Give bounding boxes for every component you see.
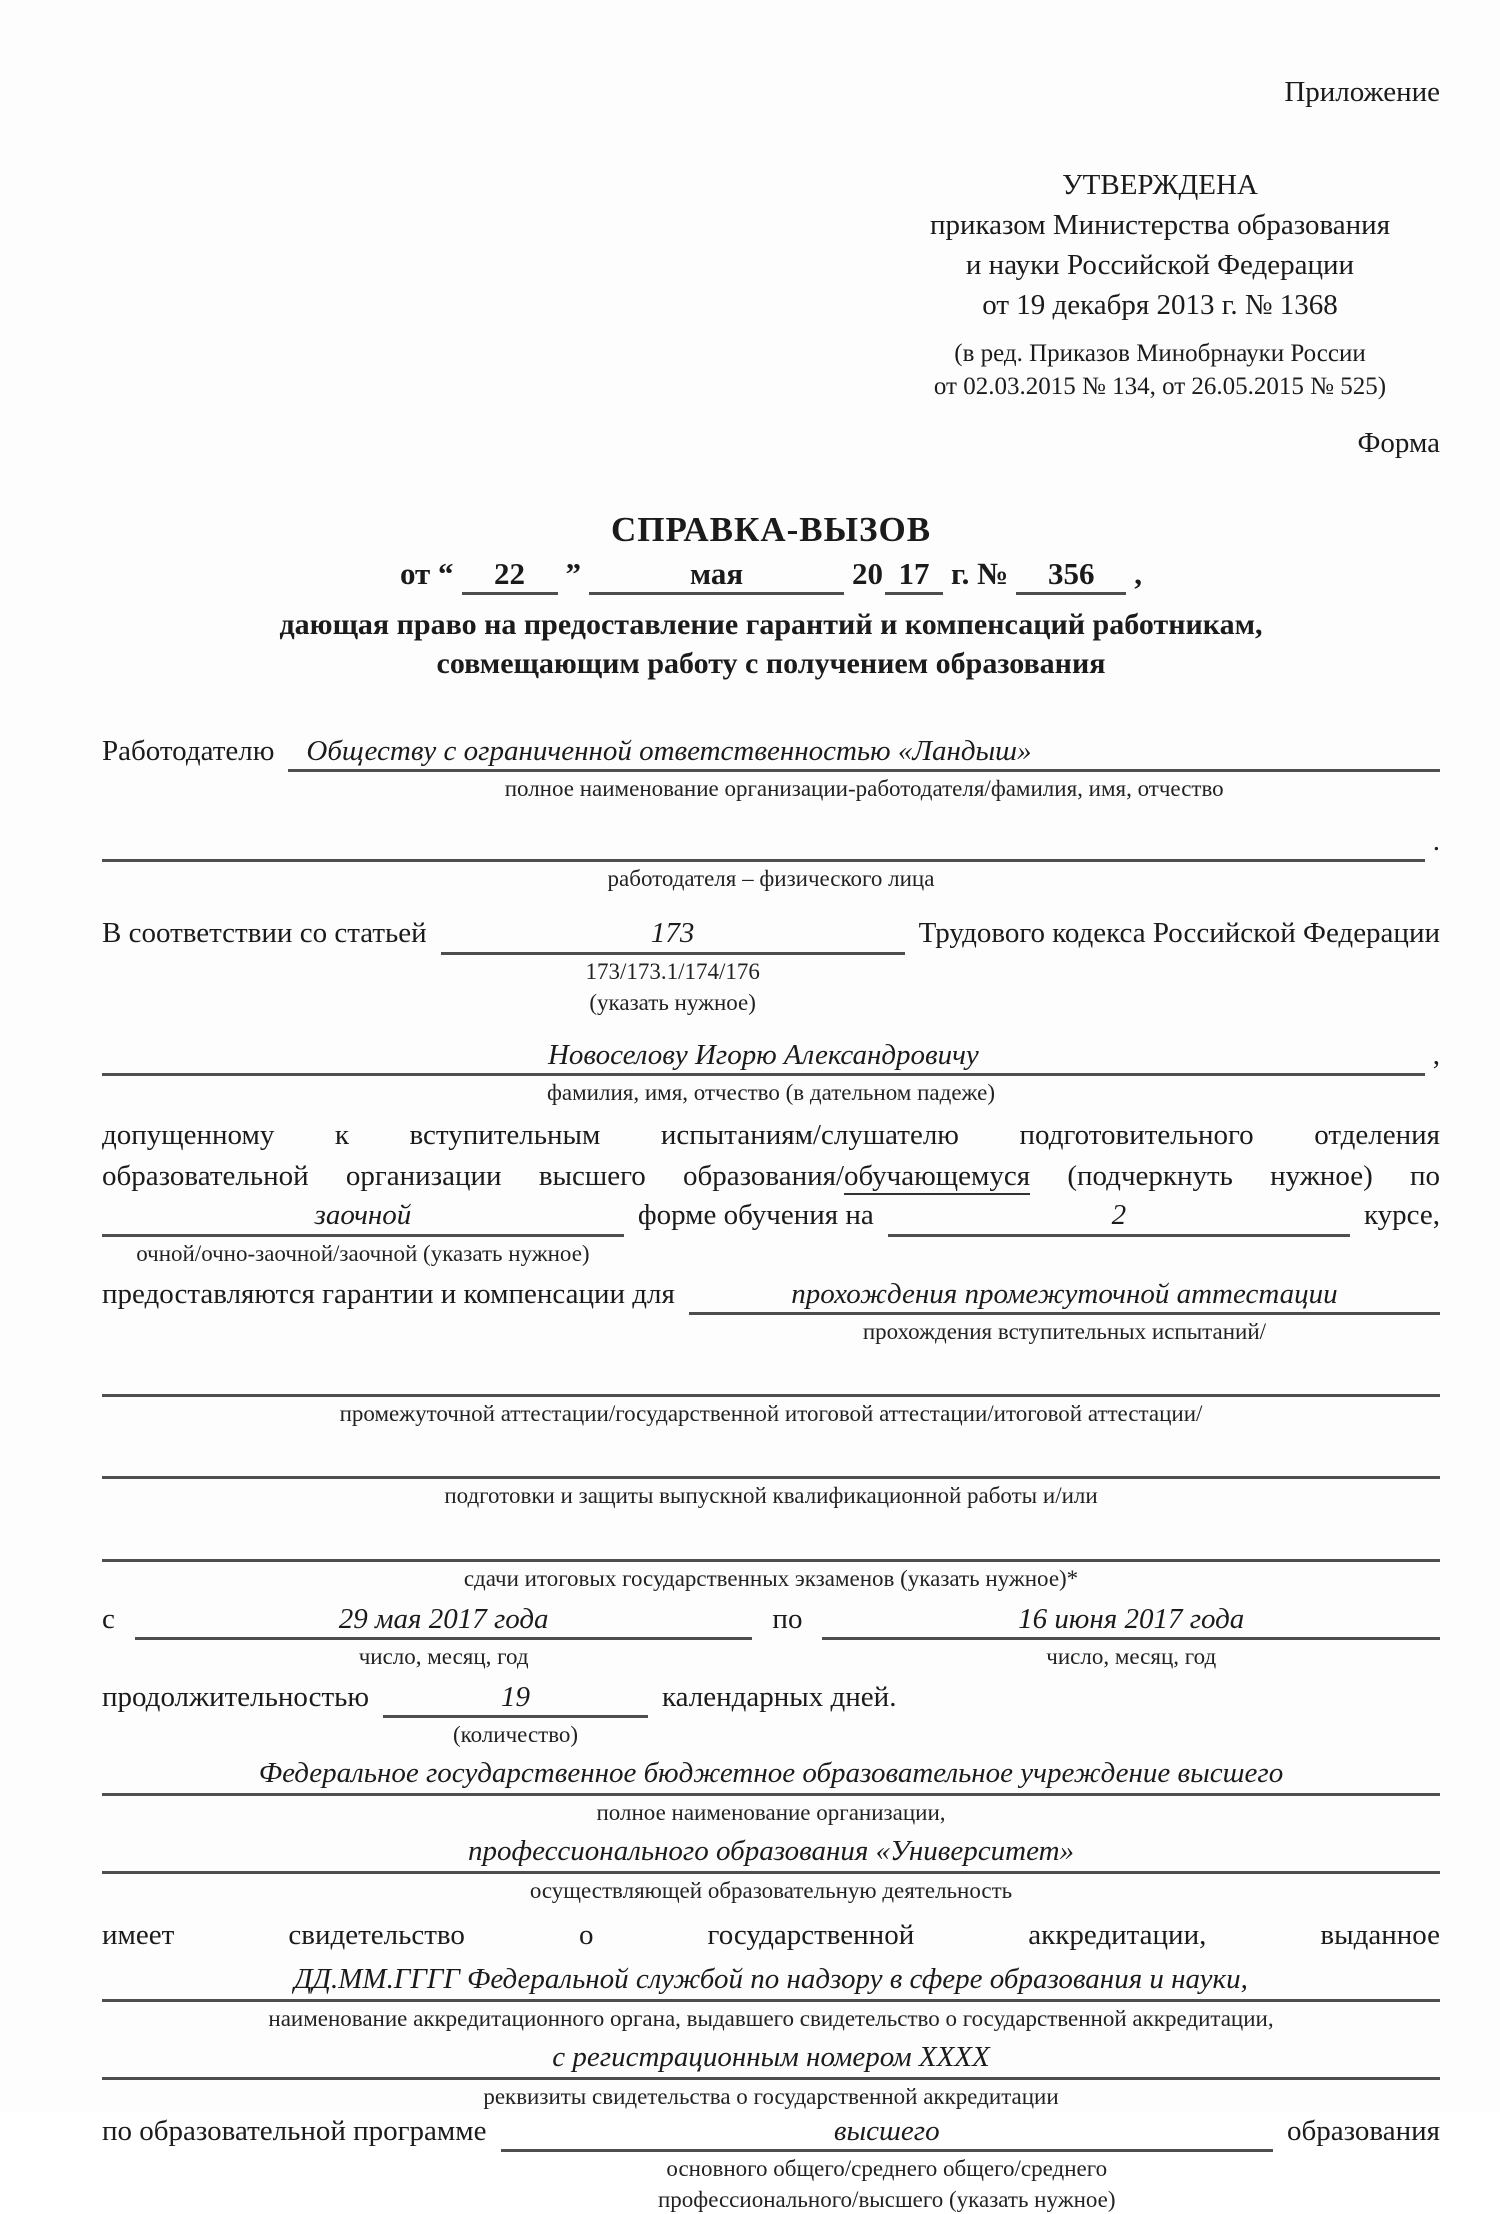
- study-form-field: [102, 1197, 624, 1236]
- admission-line2-pre: образовательной организации высшего образования/: [102, 1160, 845, 1193]
- amendment-line: (в ред. Приказов Минобрнауки России: [954, 340, 1366, 368]
- article-row: [102, 915, 1440, 1016]
- guarantees-row: [102, 1276, 1440, 1346]
- date-comma: ,: [1134, 556, 1143, 592]
- employee-name-comma: ,: [1432, 1038, 1440, 1071]
- organization-line-1: [102, 1755, 1440, 1796]
- period-from-label: с: [102, 1602, 115, 1635]
- period-row: [102, 1601, 1440, 1671]
- period-to-value: 16 июня 2017 года: [1018, 1602, 1245, 1635]
- document-subtitle: [102, 605, 1440, 683]
- organization-value-2: профессионального образования «Университет»: [467, 1835, 1075, 1868]
- employer-individual-field: [102, 823, 1425, 862]
- duration-suffix: календарных дней.: [662, 1681, 897, 1714]
- duration-label: продолжительностью: [102, 1681, 370, 1714]
- subtitle-line-1: дающая право на предоставление гарантий и компенсаций работникам,: [279, 607, 1263, 641]
- approval-line: приказом Министерства образования: [929, 209, 1391, 242]
- period-from-caption: число, месяц, год: [358, 1644, 529, 1670]
- accreditation-issuer-value: ДД.ММ.ГГГГ Федеральной службой по надзору в сфере образования и науки,: [294, 1963, 1248, 1996]
- number-field: 356: [1016, 556, 1126, 595]
- qualification-field: [102, 1440, 1440, 1479]
- year-field: 17: [885, 556, 943, 595]
- article-suffix: Трудового кодекса Российской Федерации: [918, 917, 1440, 950]
- employee-name-caption: фамилия, имя, отчество (в дательном падеже): [547, 1079, 995, 1105]
- duration-value: 19: [501, 1681, 531, 1714]
- state-exams-blank-row: [102, 1522, 1440, 1592]
- period-to-caption: число, месяц, год: [1046, 1644, 1217, 1670]
- article-options-caption: 173/173.1/174/176: [585, 958, 760, 984]
- guarantees-caption: прохождения вступительных испытаний/: [862, 1318, 1267, 1344]
- duration-field: [383, 1679, 648, 1718]
- study-form-caption: очной/очно-заочной/заочной (указать нужное): [136, 1240, 590, 1266]
- program-caption-2: профессионального/высшего (указать нужное): [657, 2187, 1116, 2213]
- approval-line: и науки Российской Федерации: [965, 249, 1355, 282]
- date-prefix: от “: [399, 556, 454, 592]
- employer-label: Работодателю: [102, 734, 275, 767]
- article-note-caption: (указать нужное): [589, 989, 756, 1015]
- employer-individual-caption: работодателя – физического лица: [607, 866, 935, 892]
- organization-caption-2: осуществляющей образовательную деятельность: [529, 1877, 1013, 1903]
- guarantees-field: [689, 1276, 1440, 1315]
- study-form-suffix: курсе,: [1363, 1199, 1440, 1232]
- period-to-field: [822, 1601, 1440, 1640]
- approval-line: от 19 декабря 2013 г. № 1368: [982, 289, 1338, 322]
- employer-caption: полное наименование организации-работодателя/фамилия, имя, отчество: [504, 775, 1224, 801]
- g-no-label: г. №: [951, 556, 1009, 592]
- date-line: [102, 556, 1440, 595]
- program-suffix: образования: [1287, 2114, 1440, 2147]
- study-form-value: заочной: [314, 1199, 412, 1232]
- approval-line: УТВЕРЖДЕНА: [1062, 169, 1258, 201]
- period-from-field: [135, 1601, 753, 1640]
- period-from-value: 29 мая 2017 года: [338, 1602, 549, 1635]
- employer-individual-row: [102, 823, 1440, 862]
- qualification-caption: подготовки и защиты выпускной квалификационной работы и/или: [444, 1483, 1098, 1509]
- form-label: Форма: [1357, 427, 1440, 460]
- admission-paragraph: [102, 1115, 1440, 1197]
- appendix-label: Приложение: [1284, 76, 1440, 108]
- program-caption-1: основного общего/среднего общего/среднего: [666, 2156, 1108, 2182]
- amendment-line: от 02.03.2015 № 134, от 26.05.2015 № 525): [933, 373, 1387, 401]
- admission-underlined-word: обучающемуся: [844, 1160, 1030, 1195]
- guarantees-prefix: предоставляются гарантии и компенсации для: [102, 1277, 675, 1310]
- article-value: 173: [650, 917, 695, 950]
- employer-value: Обществу с ограниченной ответственностью «Ландыш»: [306, 734, 1032, 767]
- amendment-note: [880, 337, 1440, 403]
- course-field: [888, 1197, 1350, 1236]
- approval-stamp: [880, 165, 1440, 403]
- employee-name-row: [102, 1037, 1440, 1076]
- registration-number-line: [102, 2039, 1440, 2080]
- employer-individual-period: .: [1432, 825, 1440, 857]
- duration-caption: (количество): [452, 1722, 579, 1748]
- accreditation-issuer-caption: наименование аккредитационного органа, выдавшего свидетельство о государственной аккредитации,: [268, 2006, 1274, 2032]
- employer-field: [288, 733, 1440, 772]
- employer-row: [102, 733, 1440, 803]
- admission-line-2: [102, 1156, 1440, 1197]
- organization-value-1: Федеральное государственное бюджетное образовательное учреждение высшего: [258, 1757, 1284, 1790]
- registration-number-value: с регистрационным номером ХХХХ: [552, 2041, 990, 2074]
- state-exams-caption: сдачи итоговых государственных экзаменов (указать нужное)*: [463, 1565, 1079, 1591]
- article-prefix: В соответствии со статьей: [102, 917, 427, 950]
- program-row: [102, 2113, 1440, 2214]
- admission-line2-post: (подчеркнуть нужное) по: [1067, 1160, 1441, 1193]
- attestation-field: [102, 1358, 1440, 1397]
- attestation-blank-row: [102, 1358, 1440, 1428]
- guarantees-value: прохождения промежуточной аттестации: [791, 1277, 1338, 1310]
- program-prefix: по образовательной программе: [102, 2114, 487, 2147]
- state-exams-field: [102, 1522, 1440, 1561]
- employee-name-field: [102, 1037, 1425, 1076]
- document-title: СПРАВКА-ВЫЗОВ: [610, 510, 932, 550]
- accreditation-issuer-line: [102, 1961, 1440, 2002]
- year-prefix: 20: [852, 556, 884, 592]
- study-form-mid: форме обучения на: [637, 1199, 874, 1232]
- day-field: 22: [462, 556, 558, 595]
- program-value: высшего: [833, 2114, 940, 2147]
- employee-name-value: Новоселову Игорю Александровичу: [547, 1038, 979, 1071]
- duration-row: [102, 1679, 1440, 1749]
- study-form-row: [102, 1197, 1440, 1267]
- subtitle-line-2: совмещающим работу с получением образования: [436, 646, 1106, 680]
- organization-caption-1: полное наименование организации,: [596, 1800, 946, 1826]
- article-field: [441, 915, 905, 954]
- course-value: 2: [1111, 1199, 1127, 1232]
- month-field: мая: [589, 556, 844, 595]
- date-close-quote: ”: [565, 556, 582, 592]
- registration-number-caption: реквизиты свидетельства о государственной аккредитации: [483, 2083, 1059, 2109]
- program-field: [501, 2113, 1274, 2152]
- attestation-caption: промежуточной аттестации/государственной итоговой аттестации/итоговой аттестации/: [339, 1401, 1203, 1427]
- accreditation-statement: имеет свидетельство о государственной аккредитации, выданное: [102, 1918, 1440, 1951]
- qualification-blank-row: [102, 1440, 1440, 1510]
- admission-line-1: допущенному к вступительным испытаниям/слушателю подготовительного отделения: [102, 1118, 1440, 1151]
- period-to-label: по: [772, 1602, 803, 1635]
- organization-line-2: [102, 1833, 1440, 1874]
